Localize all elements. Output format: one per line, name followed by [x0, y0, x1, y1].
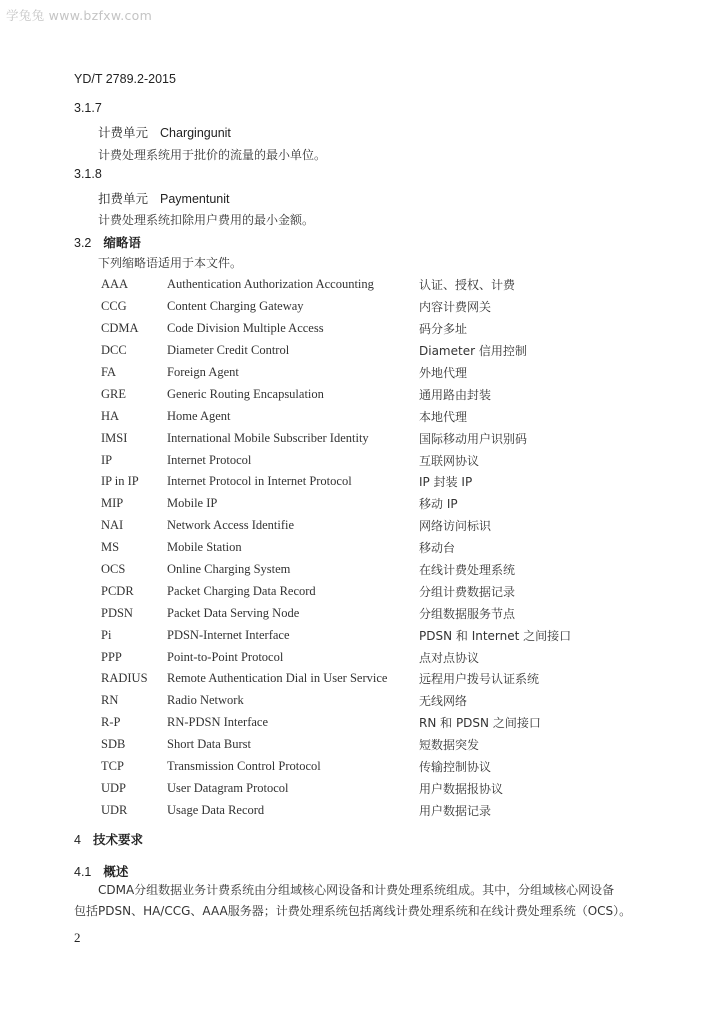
abbreviation-row — [101, 537, 661, 559]
abbreviation: DCC — [101, 343, 127, 358]
abbreviation: TCP — [101, 759, 124, 774]
section-heading-4 — [74, 830, 143, 848]
abbreviation: PPP — [101, 649, 122, 664]
abbreviation-row — [101, 362, 661, 384]
abbreviation: HA — [101, 408, 120, 423]
chinese-term: 互联网协议 — [419, 453, 480, 468]
chinese-term: RN 和 PDSN 之间接口 — [419, 716, 541, 731]
english-term: Transmission Control Protocol — [167, 759, 321, 774]
section-number: 4 — [74, 833, 81, 847]
abbreviation-row — [101, 449, 661, 471]
chinese-term: 码分多址 — [419, 322, 468, 337]
chinese-term: PDSN 和 Internet 之间接口 — [419, 628, 572, 643]
clause-number-3-1-7: 3.1.7 — [74, 101, 102, 115]
abbreviation-row — [101, 668, 661, 690]
abbreviation: MS — [101, 540, 120, 555]
overview-paragraph — [74, 880, 664, 922]
abbreviation: GRE — [101, 386, 126, 401]
english-term: Foreign Agent — [167, 365, 239, 379]
abbreviation-row — [101, 799, 661, 821]
chinese-term: Diameter 信用控制 — [419, 344, 527, 359]
section-title: 概述 — [103, 864, 129, 879]
abbreviation-row — [101, 471, 661, 493]
chinese-term: 本地代理 — [419, 409, 468, 424]
english-term: PDSN-Internet Interface — [167, 627, 290, 642]
english-term: Packet Data Serving Node — [167, 605, 300, 620]
abbreviation-row — [101, 340, 661, 362]
english-term: Authentication Authorization Accounting — [167, 277, 374, 292]
section-title: 缩略语 — [103, 235, 141, 250]
term-en: Chargingunit — [160, 126, 231, 140]
abbreviation: RN — [101, 693, 119, 708]
english-term: Online Charging System — [167, 562, 291, 577]
abbreviation-row — [101, 296, 661, 318]
term-cn: 计费单元 — [98, 125, 149, 140]
english-term: Diameter Credit Control — [167, 343, 290, 358]
abbreviation: RADIUS — [101, 671, 148, 686]
abbreviation-row — [101, 515, 661, 537]
english-term: Mobile Station — [167, 540, 242, 555]
chinese-term: 外地代理 — [419, 366, 468, 380]
english-term: Usage Data Record — [167, 802, 265, 817]
chinese-term: 用户数据记录 — [419, 803, 492, 818]
abbreviation-row — [101, 383, 661, 405]
abbreviation-row — [101, 690, 661, 712]
english-term: Radio Network — [167, 693, 244, 708]
abbreviation-row — [101, 646, 661, 668]
abbreviation: R-P — [101, 715, 121, 730]
chinese-term: 分组数据服务节点 — [419, 606, 516, 621]
section-heading-3-2 — [74, 233, 141, 251]
abbreviation-row — [101, 624, 661, 646]
abbreviation-row — [101, 777, 661, 799]
abbreviation-row — [101, 712, 661, 734]
english-term: Code Division Multiple Access — [167, 321, 324, 336]
abbreviation: MIP — [101, 496, 124, 511]
chinese-term: 网络访问标识 — [419, 519, 492, 534]
abbreviation-row — [101, 427, 661, 449]
paragraph-line: CDMA分组数据业务计费系统由分组域核心网设备和计费处理系统组成。其中，分组域核心网设备 — [98, 883, 615, 897]
chinese-term: 移动台 — [419, 541, 456, 556]
abbreviation: PCDR — [101, 583, 134, 598]
abbreviation: IP in IP — [101, 474, 139, 489]
english-term: Packet Charging Data Record — [167, 583, 316, 598]
chinese-term: 移动 IP — [419, 497, 458, 512]
abbreviation-row — [101, 318, 661, 340]
chinese-term: 远程用户拨号认证系统 — [419, 672, 540, 687]
abbreviation-row — [101, 405, 661, 427]
chinese-term: 无线网络 — [419, 694, 468, 709]
abbreviation-row — [101, 580, 661, 602]
section-heading-4-1 — [74, 862, 128, 880]
abbreviation: UDP — [101, 780, 127, 795]
term-charging-unit — [98, 123, 231, 141]
abbreviation: OCS — [101, 562, 126, 577]
chinese-term: 在线计费处理系统 — [419, 563, 516, 578]
english-term: Home Agent — [167, 408, 231, 423]
abbreviation-list — [101, 274, 661, 821]
english-term: Mobile IP — [167, 496, 218, 511]
abbreviations-intro: 下列缩略语适用于本文件。 — [98, 256, 243, 270]
chinese-term: 点对点协议 — [419, 650, 480, 665]
abbreviation: SDB — [101, 737, 126, 752]
abbreviation-row — [101, 559, 661, 581]
abbreviation: Pi — [101, 627, 112, 642]
abbreviation: IMSI — [101, 430, 128, 445]
chinese-term: 通用路由封装 — [419, 387, 492, 402]
abbreviation-row — [101, 274, 661, 296]
english-term: Content Charging Gateway — [167, 299, 304, 314]
abbreviation: NAI — [101, 518, 124, 533]
english-term: Remote Authentication Dial in User Service — [167, 671, 388, 686]
term-payment-unit — [98, 189, 230, 207]
definition-payment-unit: 计费处理系统扣除用户费用的最小金额。 — [98, 213, 315, 227]
chinese-term: 传输控制协议 — [419, 760, 492, 775]
section-number: 3.2 — [74, 236, 92, 250]
chinese-term: 内容计费网关 — [419, 300, 492, 315]
abbreviation: IP — [101, 452, 113, 467]
chinese-term: 认证、授权、计费 — [419, 278, 516, 293]
abbreviation-row — [101, 734, 661, 756]
abbreviation: CCG — [101, 299, 127, 314]
abbreviation: UDR — [101, 802, 128, 817]
abbreviation: PDSN — [101, 605, 133, 620]
abbreviation: AAA — [101, 277, 129, 292]
chinese-term: IP 封装 IP — [419, 475, 473, 490]
english-term: Network Access Identifie — [167, 518, 295, 533]
chinese-term: 国际移动用户识别码 — [419, 431, 528, 446]
term-en: Paymentunit — [160, 192, 230, 206]
chinese-term: 用户数据报协议 — [419, 781, 504, 796]
document-code: YD/T 2789.2-2015 — [74, 72, 176, 86]
english-term: Short Data Burst — [167, 737, 252, 752]
abbreviation-row — [101, 602, 661, 624]
chinese-term: 短数据突发 — [419, 738, 480, 753]
english-term: User Datagram Protocol — [167, 780, 289, 795]
english-term: Internet Protocol in Internet Protocol — [167, 474, 352, 489]
chinese-term: 分组计费数据记录 — [419, 584, 516, 599]
paragraph-line: 包括PDSN、HA/CCG、AAA服务器；计费处理系统包括离线计费处理系统和在线计费处理系统（OCS）。 — [74, 904, 632, 918]
abbreviation: CDMA — [101, 321, 139, 336]
abbreviation-row — [101, 493, 661, 515]
clause-number-3-1-8: 3.1.8 — [74, 167, 102, 181]
watermark: 学兔兔 www.bzfxw.com — [6, 8, 153, 23]
abbreviation-row — [101, 756, 661, 778]
english-term: Generic Routing Encapsulation — [167, 386, 324, 401]
definition-charging-unit: 计费处理系统用于批价的流量的最小单位。 — [98, 148, 327, 162]
english-term: RN-PDSN Interface — [167, 715, 269, 730]
english-term: Point-to-Point Protocol — [167, 649, 284, 664]
english-term: International Mobile Subscriber Identity — [167, 430, 369, 445]
page-number: 2 — [74, 930, 81, 945]
term-cn: 扣费单元 — [98, 191, 149, 206]
section-number: 4.1 — [74, 865, 92, 879]
english-term: Internet Protocol — [167, 452, 252, 467]
abbreviation: FA — [101, 365, 117, 379]
section-title: 技术要求 — [92, 832, 143, 847]
